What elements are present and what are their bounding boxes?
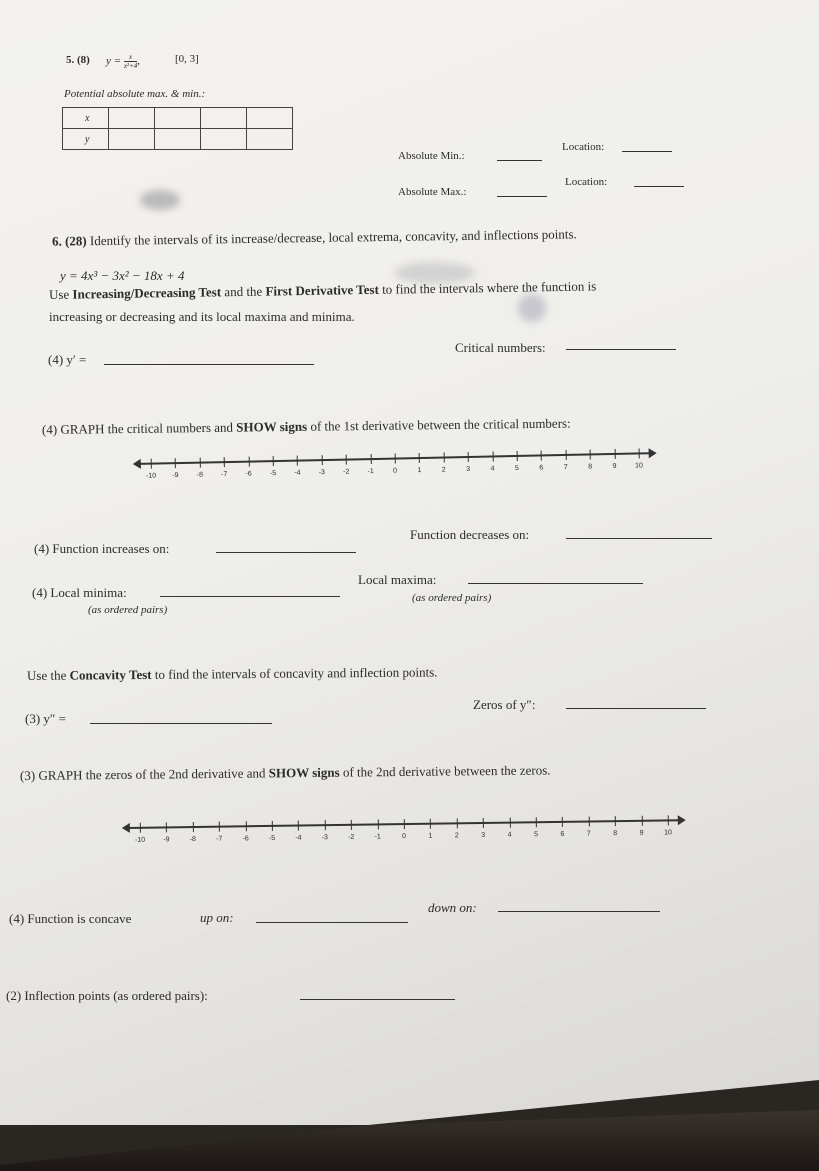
tick-label: 8: [613, 830, 618, 838]
row-header-y: y: [63, 129, 109, 150]
tick-label: -4: [294, 469, 301, 477]
left-arrow-icon: [122, 823, 130, 833]
number-line-tick: [565, 450, 566, 460]
tick-label: 5: [514, 464, 519, 473]
tick-label: 0: [392, 467, 398, 475]
tick-label: 7: [563, 463, 568, 472]
tick-label: -2: [348, 833, 355, 841]
row-header-x: x: [63, 108, 109, 129]
number-line-tick: [248, 457, 249, 467]
number-line-tick: [297, 456, 298, 466]
table-cell[interactable]: [155, 129, 201, 150]
number-line-tick: [517, 451, 518, 461]
tick-label: 2: [441, 466, 446, 474]
tick-label: -7: [216, 835, 223, 843]
number-line-tick: [509, 818, 510, 828]
critical-numbers-blank[interactable]: [566, 349, 676, 350]
number-line-tick: [325, 820, 326, 830]
tick-label: 9: [612, 462, 617, 470]
concave-down-blank[interactable]: [498, 911, 660, 912]
tick-label: -3: [321, 834, 328, 842]
tick-label: 1: [417, 467, 422, 475]
table-cell[interactable]: [201, 108, 247, 129]
number-line-tick: [443, 453, 444, 463]
tick-label: 5: [533, 831, 538, 839]
tick-label: 3: [466, 465, 471, 474]
tick-label: 4: [490, 465, 495, 473]
tick-label: -6: [242, 835, 249, 843]
concavity-test: Concavity Test: [69, 666, 152, 683]
maxima-ordered-pairs-note: (as ordered pairs): [412, 592, 492, 604]
problem5-function: [106, 53, 140, 70]
max-location-label: Location:: [565, 176, 608, 188]
min-location-label: Location:: [562, 141, 605, 153]
table-row-y: [63, 129, 293, 150]
right-arrow-icon: [678, 815, 686, 825]
tick-label: 2: [454, 832, 459, 840]
concave-down-label: down on:: [428, 900, 477, 915]
inflection-points-blank[interactable]: [300, 999, 455, 1000]
ydoubleprime-label: (3) y″ =: [25, 711, 66, 726]
show-signs-emphasis: SHOW signs: [236, 418, 308, 435]
xy-value-table: [62, 107, 293, 150]
number-line-tick: [483, 818, 484, 828]
number-line-tick: [404, 819, 405, 829]
concave-up-blank[interactable]: [256, 922, 408, 923]
concave-up-label: up on:: [200, 910, 234, 925]
tick-label: -10: [134, 836, 146, 844]
problem6-equation: y = 4x³ − 3x² − 18x + 4: [60, 268, 185, 283]
tick-label: 6: [560, 830, 565, 838]
number-line-tick: [395, 454, 396, 464]
problem5-interval: [0, 3]: [175, 53, 199, 65]
tick-label: -5: [269, 470, 277, 478]
instruction-text: (4) GRAPH the critical numbers and: [41, 419, 237, 437]
absolute-min-label: Absolute Min.:: [398, 150, 465, 162]
problem5-header: 5. (8): [66, 54, 90, 66]
tick-label: 10: [664, 829, 672, 837]
problem6-text: Identify the intervals of its increase/decrease, local extrema, concavity, and inflections points.: [89, 226, 577, 249]
instruction-text: of the 2nd derivative between the zeros.: [339, 762, 551, 780]
number-line-tick: [668, 815, 669, 825]
fraction-numerator: x: [124, 53, 137, 62]
tick-label: -3: [318, 469, 325, 477]
number-line-tick: [377, 819, 378, 829]
decreases-label: Function decreases on:: [410, 527, 530, 542]
minima-ordered-pairs-note: (as ordered pairs): [88, 604, 168, 616]
tick-label: -6: [245, 470, 252, 478]
tick-label: 4: [507, 831, 512, 839]
inflection-points-label: (2) Inflection points (as ordered pairs):: [6, 988, 208, 1003]
number-line-tick: [224, 457, 225, 467]
show-signs-emphasis: SHOW signs: [268, 764, 340, 781]
instruction-text: Use the: [26, 667, 70, 683]
number-line-tick: [272, 821, 273, 831]
function-comma: ,: [137, 55, 140, 68]
tick-label: 3: [481, 831, 486, 840]
number-line-tick: [457, 818, 458, 828]
number-line-tick: [614, 449, 615, 459]
absolute-max-label: Absolute Max.:: [398, 186, 467, 198]
max-location-blank[interactable]: [634, 186, 684, 187]
instruction-text: to find the intervals where the function is: [378, 278, 597, 297]
number-line-tick: [419, 453, 420, 463]
table-cell[interactable]: [201, 129, 247, 150]
local-maxima-blank[interactable]: [468, 583, 643, 584]
tick-label: -2: [343, 468, 350, 476]
number-line-tick: [351, 820, 352, 830]
table-cell[interactable]: [247, 129, 293, 150]
tick-label: -9: [163, 836, 170, 844]
tick-label: -9: [172, 472, 179, 480]
increases-blank[interactable]: [216, 552, 356, 553]
decreases-blank[interactable]: [566, 538, 712, 539]
tick-label: 10: [634, 462, 643, 470]
tick-label: 0: [402, 833, 407, 841]
number-line-tick: [193, 822, 194, 832]
number-line-tick: [430, 819, 431, 829]
number-line-tick: [273, 456, 274, 466]
tick-label: 7: [586, 830, 591, 838]
increases-label: (4) Function increases on:: [34, 541, 170, 556]
yprime-label: (4) y′ =: [48, 352, 87, 367]
critical-numbers-label: Critical numbers:: [455, 340, 546, 355]
tick-label: -7: [221, 471, 228, 479]
tick-label: 8: [588, 463, 593, 471]
first-derivative-test: First Derivative Test: [265, 281, 379, 299]
problem6-header: 6. (28): [51, 233, 87, 249]
instruction-text: Use: [48, 286, 73, 302]
increasing-decreasing-test: Increasing/Decreasing Test: [72, 284, 222, 302]
number-line-tick: [590, 449, 591, 459]
number-line-tick: [639, 448, 640, 458]
number-line-tick: [536, 817, 537, 827]
table-cell[interactable]: [109, 129, 155, 150]
potential-extrema-label: Potential absolute max. & min.:: [64, 88, 206, 100]
table-row-x: [63, 108, 293, 129]
number-line-tick: [245, 821, 246, 831]
number-line-tick: [151, 459, 152, 469]
table-cell[interactable]: [109, 108, 155, 129]
fraction-denominator: x²+4: [123, 62, 138, 70]
tick-label: -1: [367, 468, 374, 476]
instruction-text: (3) GRAPH the zeros of the 2nd derivative and: [19, 765, 269, 783]
tick-label: 6: [539, 464, 544, 472]
number-line-tick: [370, 454, 371, 464]
number-line-tick: [219, 822, 220, 832]
yprime-blank[interactable]: [104, 364, 314, 365]
number-line-tick: [641, 816, 642, 826]
number-line-tick: [166, 822, 167, 832]
instruction-text: to find the intervals of concavity and inflection points.: [151, 664, 438, 682]
instruction-text: and the: [220, 283, 266, 300]
local-minima-label: (4) Local minima:: [32, 585, 127, 600]
function-lhs: y =: [106, 55, 124, 68]
number-line-tick: [589, 816, 590, 826]
number-line-tick: [321, 455, 322, 465]
function-fraction: [124, 53, 137, 70]
tick-label: -8: [196, 471, 204, 479]
absolute-max-blank[interactable]: [497, 196, 547, 197]
tick-label: -8: [189, 835, 196, 844]
ydoubleprime-blank[interactable]: [90, 723, 272, 724]
table-cell[interactable]: [247, 108, 293, 129]
zeros-blank[interactable]: [566, 708, 706, 709]
tick-label: -5: [268, 834, 276, 842]
instruction-text: of the 1st derivative between the critical numbers:: [307, 415, 571, 434]
tick-label: 1: [428, 832, 433, 840]
table-cell[interactable]: [155, 108, 201, 129]
local-minima-blank[interactable]: [160, 596, 340, 597]
absolute-min-blank[interactable]: [497, 160, 542, 161]
tick-label: -10: [145, 472, 157, 480]
concave-label: (4) Function is concave: [9, 911, 132, 926]
number-line-tick: [541, 450, 542, 460]
min-location-blank[interactable]: [622, 151, 672, 152]
number-line-tick: [562, 817, 563, 827]
number-line-tick: [140, 823, 141, 833]
number-line-tick: [199, 458, 200, 468]
number-line-tick: [492, 451, 493, 461]
number-line-tick: [615, 816, 616, 826]
local-maxima-label: Local maxima:: [358, 572, 437, 587]
left-arrow-icon: [133, 459, 141, 469]
number-line-tick: [298, 821, 299, 831]
right-arrow-icon: [649, 448, 657, 458]
test-instructions-line2: increasing or decreasing and its local maxima and minima.: [49, 309, 355, 324]
tick-label: -1: [374, 833, 381, 841]
number-line-tick: [468, 452, 469, 462]
page-smudge: [518, 294, 546, 322]
number-line-tick: [175, 458, 176, 468]
page-smudge: [140, 190, 180, 210]
tick-label: 9: [639, 829, 644, 837]
zeros-label: Zeros of y″:: [473, 697, 536, 712]
number-line-tick: [346, 455, 347, 465]
tick-label: -4: [295, 834, 302, 842]
